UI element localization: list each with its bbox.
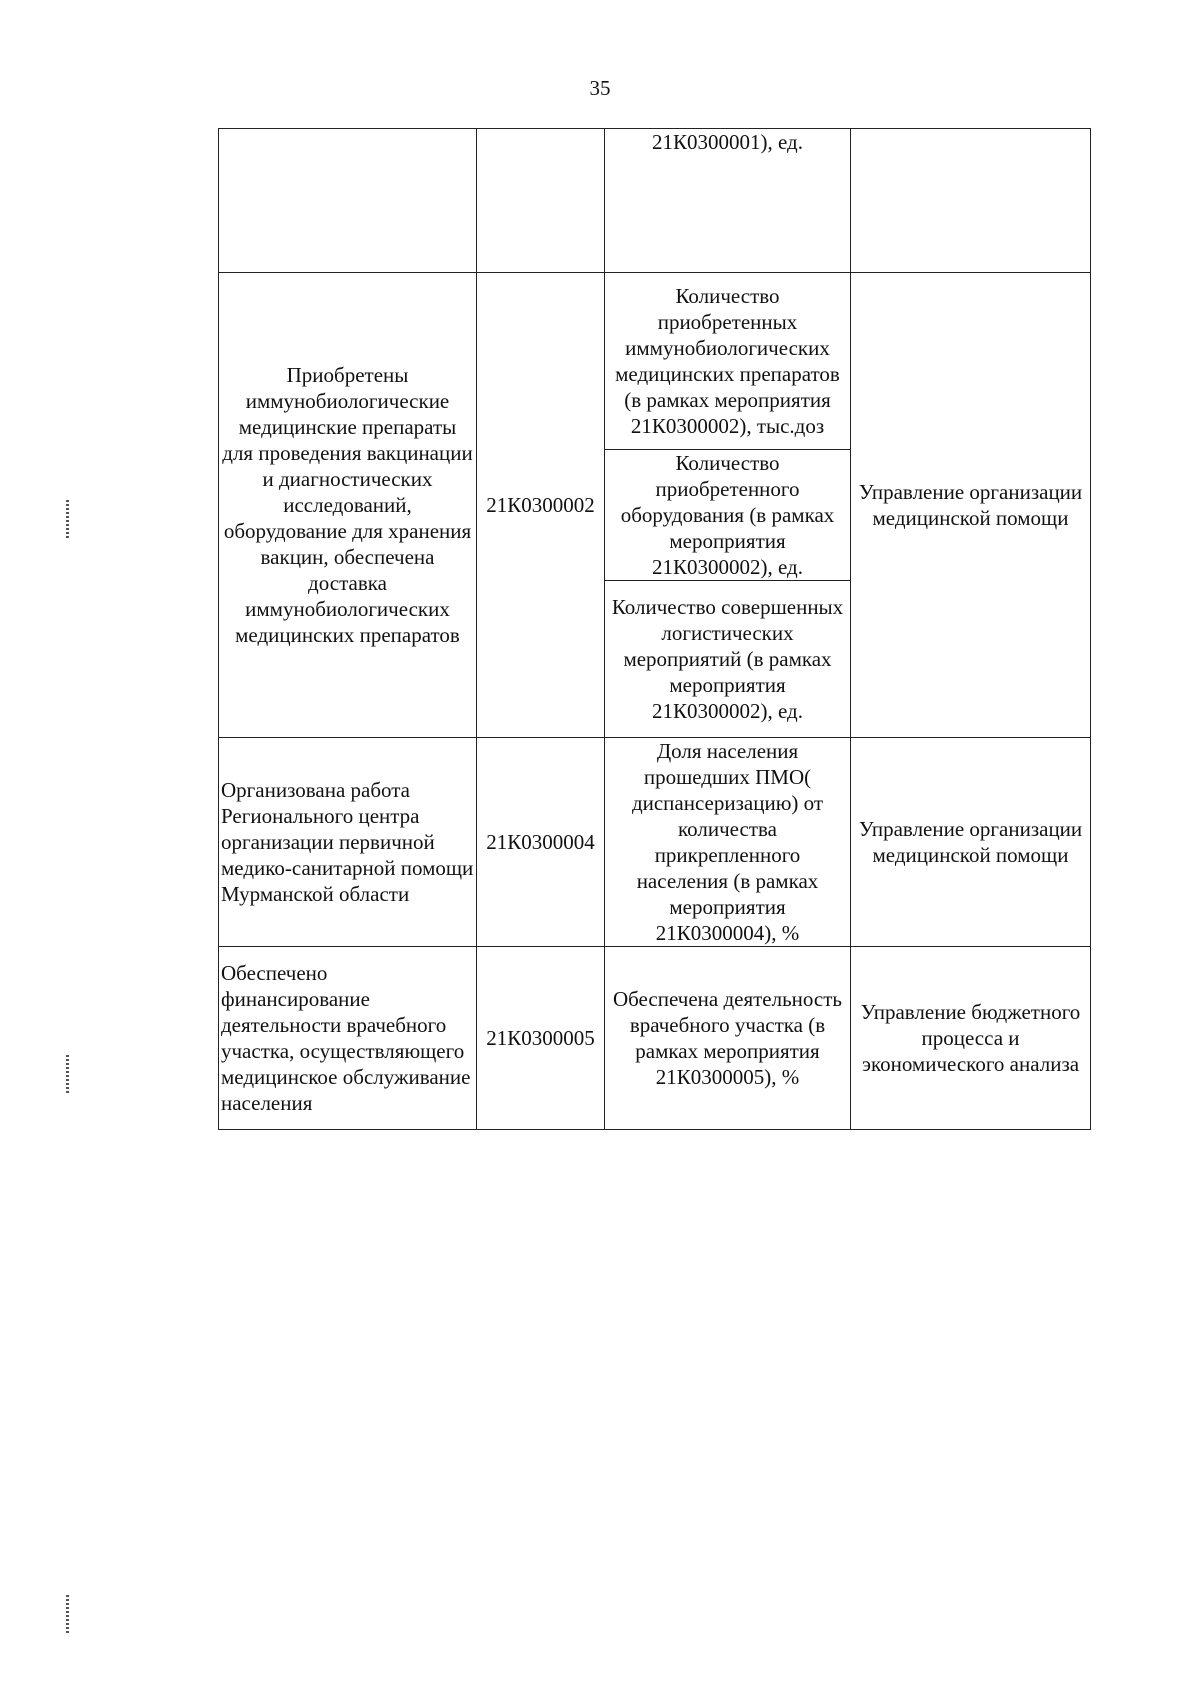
code-cell: 21К0300002 — [477, 273, 605, 738]
binder-mark — [66, 1055, 69, 1093]
code-cell: 21К0300004 — [477, 738, 605, 947]
indicator-cell: Количество совершенных логистических мероприятий (в рамках мероприятия 21К0300002), ед. — [605, 581, 851, 738]
code-cell — [477, 129, 605, 273]
result-cell: Обеспечено финансирование деятельности врачебного участка, осуществляющего медицинское обслуживание населения — [219, 947, 477, 1130]
indicator-cell: Доля населения прошедших ПМО( диспансеризацию) от количества прикрепленного населения (в рамках мероприятия 21К0300004), % — [605, 738, 851, 947]
responsible-cell: Управление организации медицинской помощи — [851, 738, 1091, 947]
binder-mark — [66, 500, 69, 540]
table-row — [219, 129, 1091, 273]
indicator-cell: Количество приобретенных иммунобиологических медицинских препаратов (в рамках мероприятия 21К0300002), тыс.доз — [605, 273, 851, 450]
indicator-cell: 21К0300001), ед. — [605, 129, 851, 273]
table-row — [219, 273, 1091, 450]
responsible-cell — [851, 129, 1091, 273]
indicator-cell: Обеспечена деятельность врачебного участка (в рамках мероприятия 21К0300005), % — [605, 947, 851, 1130]
responsible-cell: Управление организации медицинской помощи — [851, 273, 1091, 738]
page-number: 35 — [589, 76, 611, 100]
code-cell: 21К0300005 — [477, 947, 605, 1130]
result-cell: Организована работа Регионального центра организации первичной медико-санитарной помощи Мурманской области — [219, 738, 477, 947]
responsible-cell: Управление бюджетного процесса и экономического анализа — [851, 947, 1091, 1130]
binder-mark — [66, 1595, 69, 1635]
result-cell — [219, 129, 477, 273]
indicator-cell: Количество приобретенного оборудования (в рамках мероприятия 21К0300002), ед. — [605, 450, 851, 581]
result-cell: Приобретены иммунобиологические медицинские препараты для проведения вакцинации и диагностических исследований, оборудование для хранения вакцин, обеспечена доставка иммунобиологических медицинских препаратов — [219, 273, 477, 738]
table-row — [219, 738, 1091, 947]
table-row — [219, 947, 1091, 1130]
activities-table — [218, 128, 1091, 1130]
